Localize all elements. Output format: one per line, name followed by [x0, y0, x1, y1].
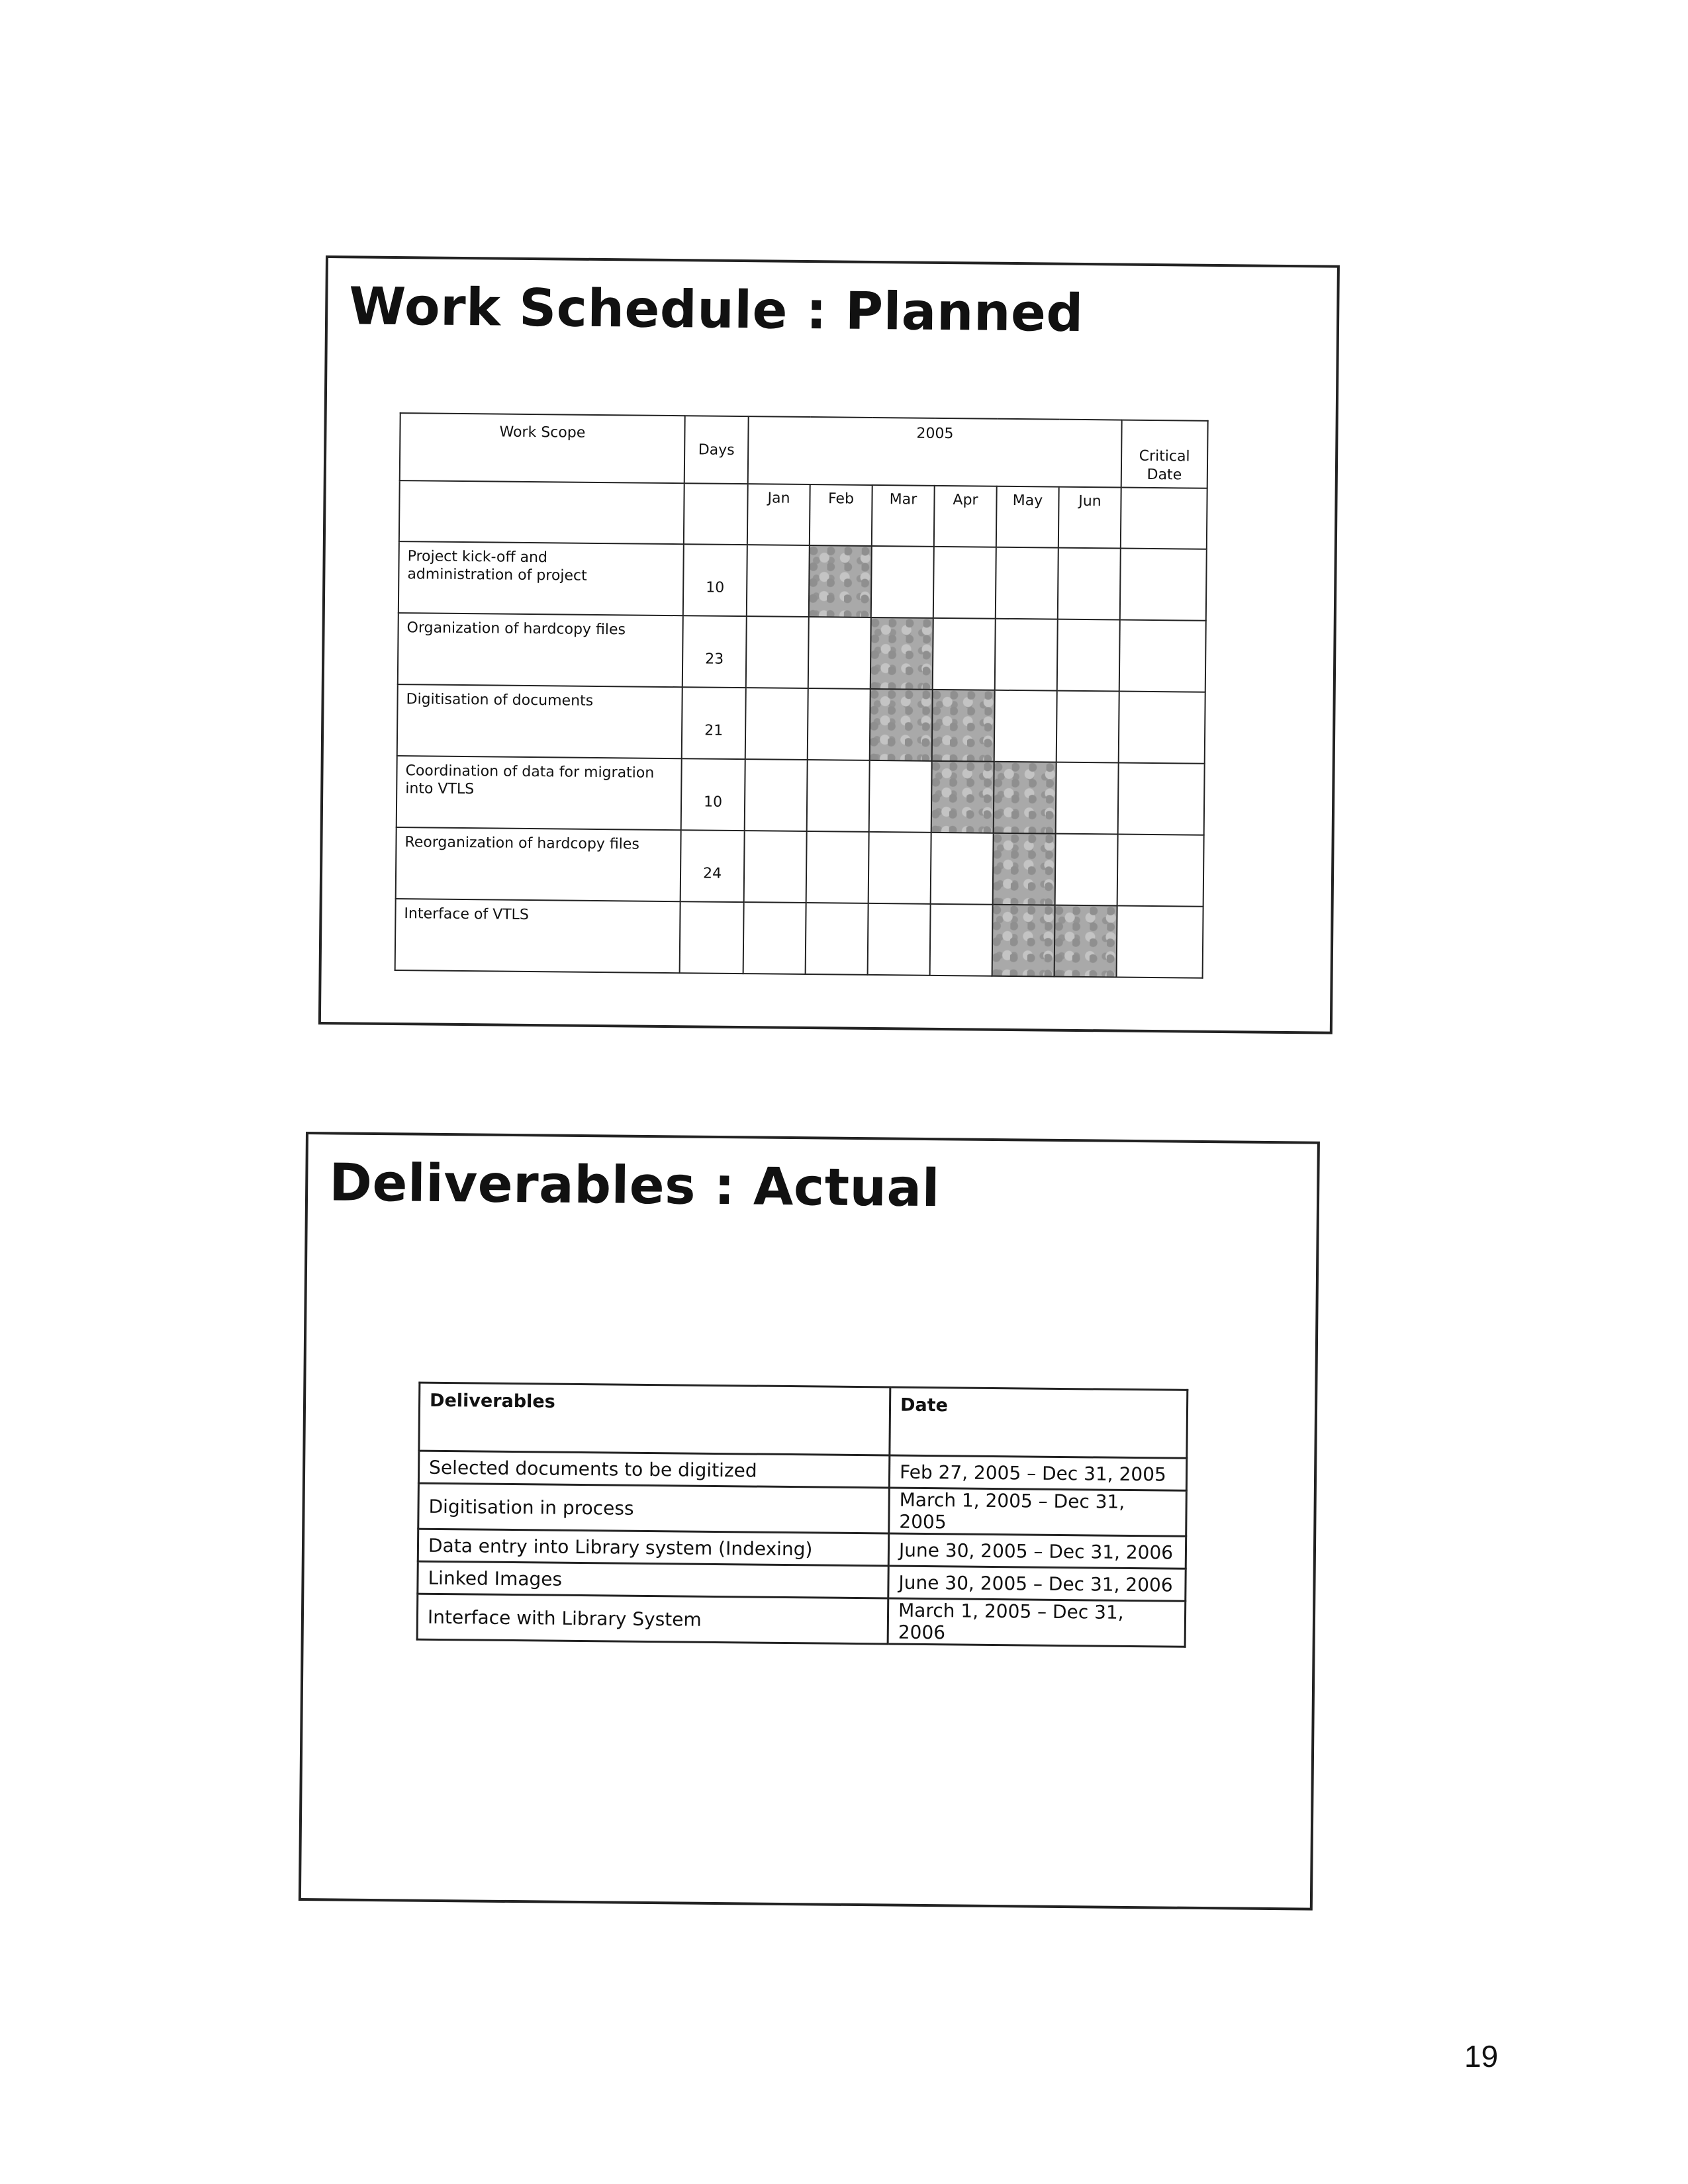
- task-cell: [397, 756, 682, 830]
- deliverables-header: Deliverables: [419, 1383, 890, 1455]
- month-header: Jan: [747, 484, 810, 545]
- critical-date-header: [1121, 420, 1208, 488]
- task-line: Coordination of data for migration: [405, 762, 655, 782]
- month-cell: [933, 547, 996, 619]
- date-cell: Feb 27, 2005 – Dec 31, 2005: [889, 1455, 1186, 1490]
- table-row: [399, 541, 1207, 621]
- date-cell: March 1, 2005 – Dec 31, 2006: [888, 1598, 1186, 1647]
- days-cell: 23: [682, 615, 747, 688]
- days-cell: 10: [681, 758, 745, 831]
- month-header: May: [996, 486, 1059, 548]
- page-number: 19: [1464, 2039, 1499, 2073]
- deliverable-cell: Digitisation in process: [418, 1483, 890, 1533]
- month-cell: [868, 832, 931, 904]
- month-cell: [1058, 548, 1121, 620]
- slide-title: Work Schedule : Planned: [348, 277, 1084, 343]
- task-line: Interface of VTLS: [404, 905, 529, 923]
- month-header: Mar: [872, 485, 935, 547]
- month-header: Feb: [810, 484, 872, 546]
- gantt-bar-cell: [932, 690, 995, 762]
- gantt-bar-cell: [870, 617, 933, 690]
- task-line: Digitisation of documents: [406, 691, 594, 709]
- month-cell: [995, 619, 1058, 691]
- month-cell: [808, 617, 871, 689]
- month-cell: [869, 760, 932, 833]
- slide-work-schedule: [318, 255, 1340, 1034]
- deliverable-cell: Data entry into Library system (Indexing): [418, 1529, 888, 1566]
- month-header: Jun: [1058, 487, 1121, 549]
- month-cell: [868, 903, 931, 976]
- task-line: Project kick-off and: [407, 548, 548, 567]
- table-row: [417, 1594, 1186, 1647]
- slide-title: Deliverables : Actual: [328, 1153, 941, 1219]
- critical-date-cell: [1117, 835, 1204, 907]
- gantt-bar-cell: [870, 689, 933, 761]
- date-cell: March 1, 2005 – Dec 31, 2005: [889, 1488, 1187, 1536]
- table-row: [396, 827, 1204, 907]
- critical-date-cell: [1117, 906, 1203, 978]
- table-row: [398, 613, 1206, 692]
- deliverable-cell: Selected documents to be digitized: [418, 1451, 889, 1488]
- work-scope-header: Work Scope: [400, 413, 685, 483]
- month-cell: [996, 547, 1058, 619]
- year-header: 2005: [748, 416, 1122, 487]
- month-cell: [746, 616, 809, 688]
- task-cell: [395, 899, 680, 973]
- table-row: [397, 684, 1205, 764]
- deliverable-cell: Interface with Library System: [417, 1594, 888, 1644]
- table-row: [418, 1483, 1187, 1536]
- month-cell: [1056, 762, 1119, 835]
- month-cell: [1056, 691, 1119, 763]
- month-cell: [1057, 619, 1120, 692]
- task-line: Reorganization of hardcopy files: [404, 834, 639, 853]
- days-header: Days: [684, 416, 749, 484]
- blank-cell: [399, 480, 684, 544]
- date-header: Date: [890, 1387, 1188, 1458]
- task-cell: [396, 827, 681, 901]
- date-cell: June 30, 2005 – Dec 31, 2006: [888, 1533, 1186, 1569]
- task-cell: [398, 613, 683, 687]
- days-cell: 24: [680, 830, 745, 902]
- task-line: administration of project: [407, 566, 587, 584]
- blank-cell: [1121, 488, 1207, 549]
- month-cell: [871, 546, 934, 618]
- task-line: Organization of hardcopy files: [406, 619, 626, 639]
- critical-date-cell: [1119, 692, 1205, 764]
- month-cell: [931, 833, 994, 905]
- month-cell: [933, 618, 996, 690]
- month-cell: [745, 688, 808, 760]
- critical-date-cell: [1119, 620, 1206, 692]
- month-cell: [743, 902, 806, 974]
- month-cell: [994, 690, 1057, 762]
- days-cell: 10: [683, 544, 747, 616]
- month-cell: [808, 688, 870, 760]
- month-cell: [744, 831, 807, 903]
- table-row: [395, 899, 1203, 978]
- date-cell: June 30, 2005 – Dec 31, 2006: [888, 1566, 1186, 1601]
- gantt-bar-cell: [809, 545, 872, 617]
- gantt-bar-cell: [1055, 905, 1117, 978]
- critical-date-cell: [1118, 763, 1205, 835]
- month-cell: [806, 831, 869, 903]
- month-cell: [747, 545, 810, 617]
- month-cell: [806, 903, 868, 975]
- month-cell: [930, 904, 993, 976]
- critical-date-cell: [1120, 549, 1207, 621]
- task-cell: [397, 684, 682, 758]
- critical-date-line1: Critical: [1139, 447, 1190, 465]
- table-row: [397, 756, 1205, 835]
- month-cell: [745, 759, 808, 831]
- month-cell: [807, 760, 870, 832]
- gantt-bar-cell: [992, 905, 1055, 977]
- deliverables-table: [416, 1382, 1189, 1648]
- month-cell: [1055, 834, 1118, 906]
- deliverable-cell: Linked Images: [418, 1561, 888, 1598]
- month-header: Apr: [934, 486, 997, 547]
- days-cell: [680, 901, 744, 974]
- blank-cell: [684, 483, 748, 545]
- critical-date-line2: Date: [1147, 466, 1182, 484]
- gantt-bar-cell: [994, 762, 1056, 834]
- task-cell: [399, 541, 684, 615]
- task-line: into VTLS: [405, 780, 475, 798]
- work-schedule-table: [395, 412, 1209, 979]
- days-cell: 21: [682, 687, 746, 759]
- gantt-bar-cell: [993, 833, 1056, 905]
- slide-deliverables: [299, 1132, 1320, 1911]
- gantt-bar-cell: [931, 761, 994, 833]
